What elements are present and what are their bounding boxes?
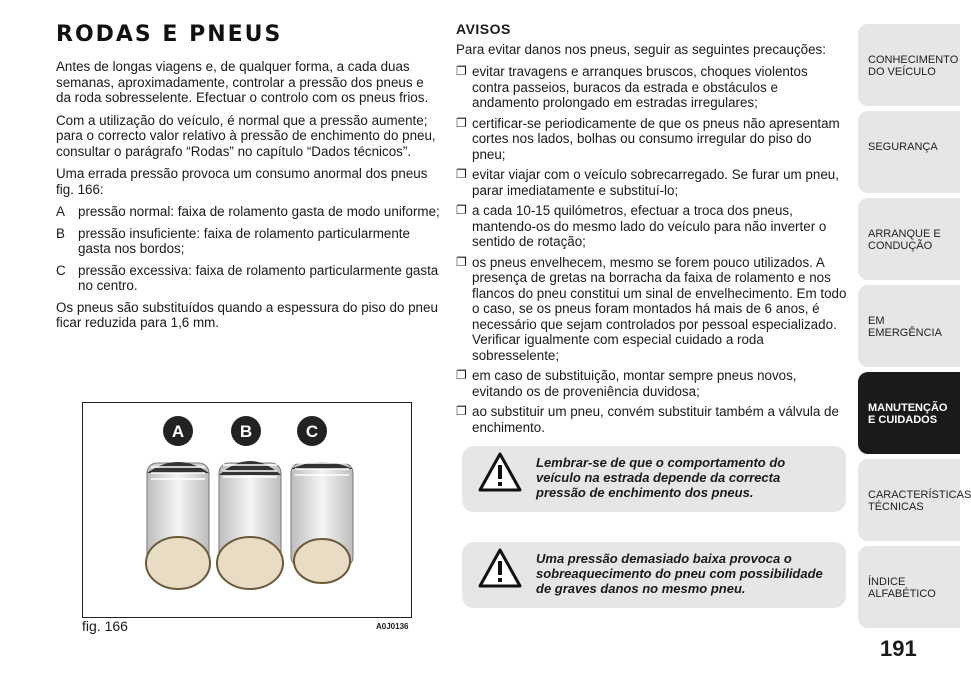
tire-a	[146, 462, 210, 589]
bullet-item: ❐ evitar travagens e arranques bruscos, choques violentos contra passeios, buracos da estrada e obstáculos e andamento prolongado em estradas irregulares;	[456, 64, 808, 110]
tire-b	[217, 461, 283, 589]
left-column	[56, 22, 440, 338]
page-number: 191	[880, 636, 917, 661]
paragraph: Antes de longas viagens e, de qualquer forma, a cada duas semanas, aproximadamente, controlar a pressão dos pneus e da roda sobresselente. Efectuar o controlo com os pneus frios.	[56, 59, 429, 105]
paragraph: Uma errada pressão provoca um consumo anormal dos pneus fig. 166:	[56, 166, 428, 197]
list-text: pressão normal: faixa de rolamento gasta de modo uniforme;	[78, 204, 440, 219]
checkbox-bullet-icon: ❐	[456, 115, 467, 130]
tire-wear-figure	[82, 402, 412, 618]
warnings-heading: AVISOS	[456, 21, 511, 37]
label-a: A	[171, 422, 185, 441]
label-b: B	[239, 422, 253, 441]
right-column	[456, 22, 848, 440]
list-key: A	[56, 204, 65, 219]
tire-illustration	[83, 403, 411, 617]
bullet-item: ❐ evitar viajar com o veículo sobrecarregado. Se furar um pneu, parar imediatamente e substituí-lo;	[456, 167, 839, 198]
tab-manutencao[interactable]: MANUTENÇÃO E CUIDADOS	[858, 372, 960, 454]
checkbox-bullet-icon: ❐	[456, 203, 467, 217]
bullet-item: ❐ em caso de substituição, montar sempre pneus novos, evitando os de proveniência duvidosa;	[456, 368, 797, 399]
bullet-item: ❐ os pneus envelhecem, mesmo se forem pouco utilizados. A presença de gretas na borracha da faixa de rolamento e nos flancos do pneu constitui um sinal de envelhecimento. Em todo o caso, se os pneus foram montados há mais de 6 anos, é necessário que sejam controlados por pessoal especializado. Verificar igualmente com especial cuidado a roda sobresselente;	[456, 254, 847, 363]
tire-c	[291, 462, 353, 583]
list-item	[56, 204, 440, 220]
tab-caracteristicas[interactable]: CARACTERÍSTICAS TÉCNICAS	[858, 459, 960, 541]
tab-indice[interactable]: ÍNDICE ALFABÉTICO	[858, 546, 960, 628]
left-text	[56, 59, 440, 331]
checkbox-bullet-icon: ❐	[456, 368, 467, 382]
warning-box	[462, 446, 846, 512]
list-item	[56, 226, 440, 257]
bullet-item: ❐ certificar-se periodicamente de que os pneus não apresentam cortes nos lados, bolhas ou consumo irregular do piso do pneu;	[456, 115, 840, 162]
warning-text: Uma pressão demasiado baixa provoca o sobreaquecimento do pneu com possibilidade de graves danos no mesmo pneu.	[536, 551, 823, 596]
warning-box	[462, 542, 846, 608]
intro-text: Para evitar danos nos pneus, seguir as seguintes precauções:	[456, 41, 826, 57]
checkbox-bullet-icon: ❐	[456, 167, 467, 181]
tab-conhecimento[interactable]: CONHECIMENTO DO VEÍCULO	[858, 24, 960, 106]
list-text: pressão insuficiente: faixa de rolamento particularmente gasta nos bordos;	[78, 225, 410, 256]
list-key: C	[56, 262, 66, 278]
warning-triangle-icon	[478, 548, 522, 588]
paragraph: Os pneus são substituídos quando a espessura do piso do pneu ficar reduzida para 1,6 mm.	[56, 299, 438, 330]
figure-code: A0J0136	[376, 622, 409, 631]
bullet-item: ❐ ao substituir um pneu, convém substituir também a válvula de enchimento.	[456, 404, 839, 435]
figure-caption: fig. 166	[82, 618, 128, 634]
checkbox-bullet-icon: ❐	[456, 64, 467, 78]
paragraph: Com a utilização do veículo, é normal que a pressão aumente; para o correcto valor relativo à pressão de enchimento do pneu, consultar o parágrafo “Rodas” no capítulo “Dados técnicos”.	[56, 112, 436, 159]
list-item	[56, 263, 440, 294]
tab-arranque[interactable]: ARRANQUE E CONDUÇÃO	[858, 198, 960, 280]
tab-seguranca[interactable]: SEGURANÇA	[858, 111, 960, 193]
label-c: C	[305, 422, 319, 441]
section-title: RODAS E PNEUS	[56, 22, 283, 47]
checkbox-bullet-icon: ❐	[456, 254, 467, 269]
warning-text: Lembrar-se de que o comportamento do veículo na estrada depende da correcta pressão de enchimento dos pneus.	[536, 455, 786, 500]
bullet-item: ❐ a cada 10-15 quilómetros, efectuar a troca dos pneus, mantendo-os do mesmo lado do veículo para não inverter o sentido de rotação;	[456, 203, 827, 249]
list-text: pressão excessiva: faixa de rolamento particularmente gasta no centro.	[78, 262, 439, 293]
tab-emergencia[interactable]: EM EMERGÊNCIA	[858, 285, 960, 367]
list-key: B	[56, 225, 65, 241]
checkbox-bullet-icon: ❐	[456, 404, 467, 418]
warning-triangle-icon	[478, 452, 522, 492]
